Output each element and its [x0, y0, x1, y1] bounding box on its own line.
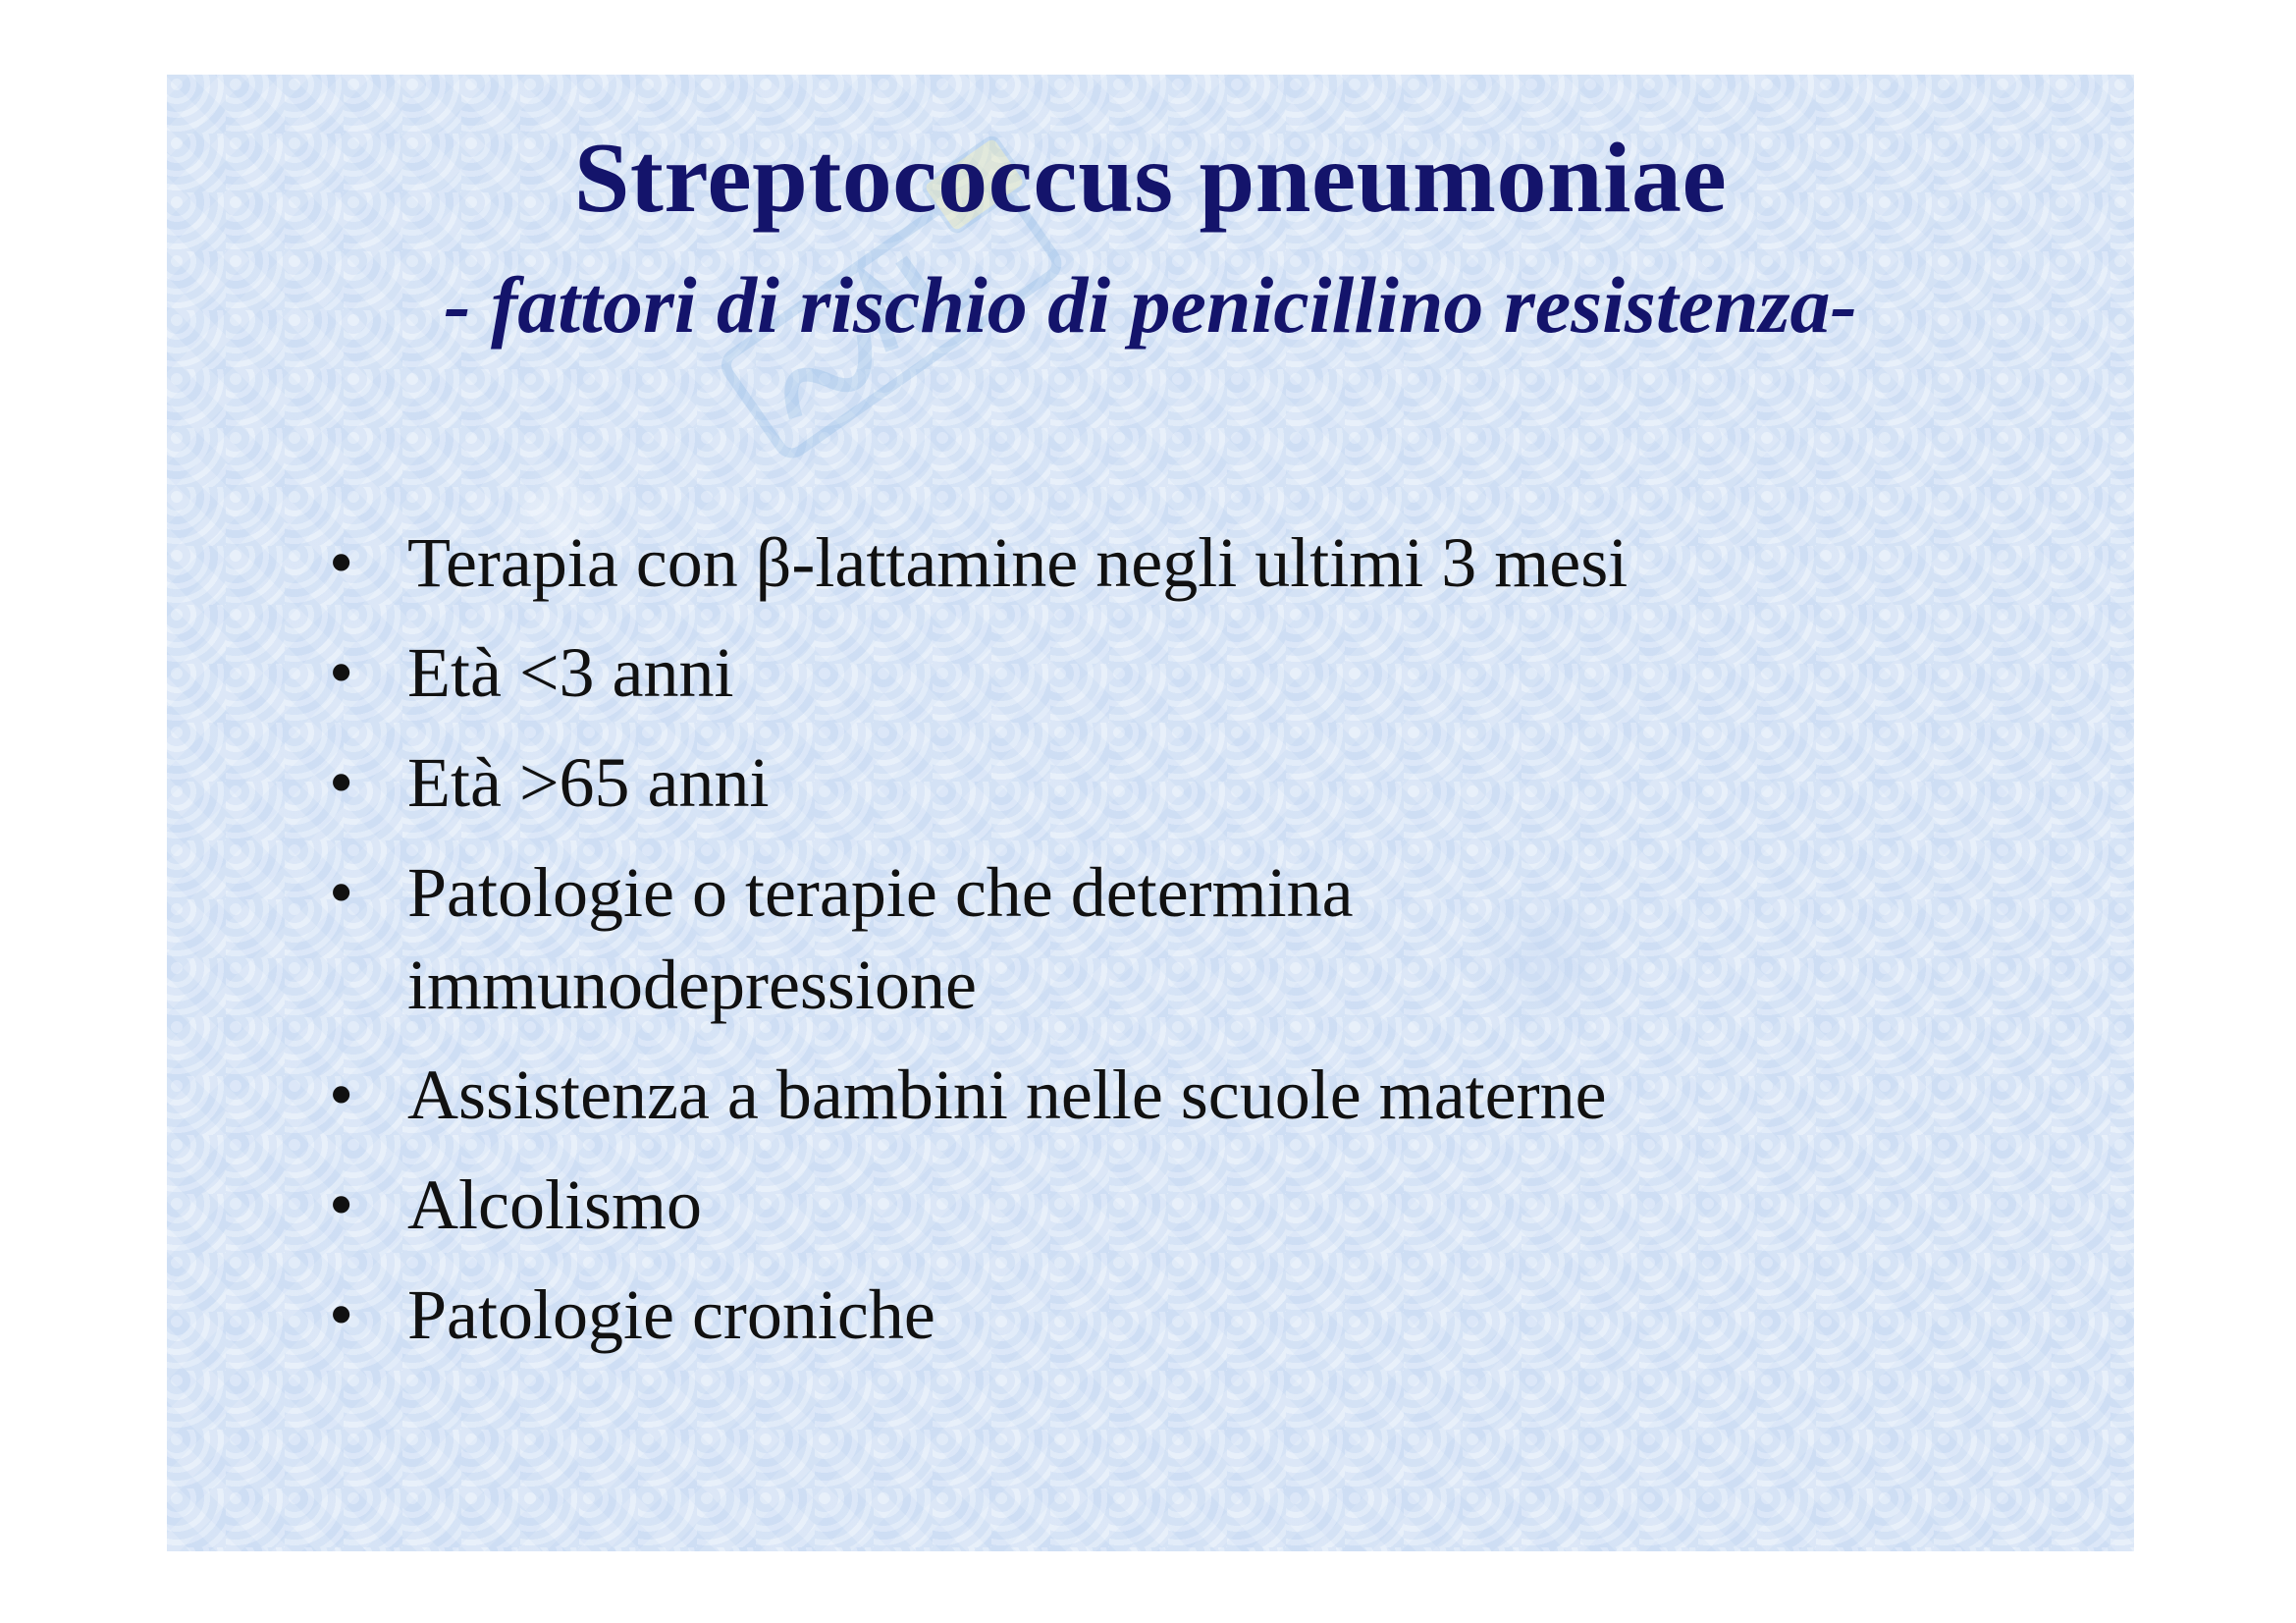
bullet-text: Terapia con β-lattamine negli ultimi 3 mesi — [407, 523, 1629, 602]
bullet-text: Alcolismo — [407, 1165, 702, 1244]
bullet-marker: • — [329, 743, 354, 822]
bullet-marker: • — [329, 1055, 354, 1134]
bullet-item — [329, 846, 1526, 1031]
bullet-item — [329, 1049, 2096, 1141]
bullet-text: Patologie o terapie che determina immunodepressione — [407, 853, 1354, 1024]
bullet-text: Patologie croniche — [407, 1275, 935, 1354]
bullet-marker: • — [329, 1165, 354, 1244]
bullet-item — [329, 1159, 2096, 1251]
bullet-marker: • — [329, 1275, 354, 1354]
bullet-item — [329, 1269, 2096, 1361]
bullet-text: Età <3 anni — [407, 633, 734, 712]
slide-subtitle: - fattori di rischio di penicillino resistenza- — [444, 260, 1857, 350]
bullet-item — [329, 516, 2096, 609]
bullet-list — [329, 516, 2096, 1379]
bullet-item — [329, 736, 2096, 829]
bullet-item — [329, 626, 2096, 719]
bullet-text: Età >65 anni — [407, 743, 770, 822]
bullet-text: Assistenza a bambini nelle scuole materne — [407, 1055, 1607, 1134]
slide-title: Streptococcus pneumoniae — [573, 123, 1728, 234]
slide — [167, 75, 2134, 1551]
bullet-marker: • — [329, 853, 354, 932]
bullet-marker: • — [329, 523, 354, 602]
bullet-marker: • — [329, 633, 354, 712]
